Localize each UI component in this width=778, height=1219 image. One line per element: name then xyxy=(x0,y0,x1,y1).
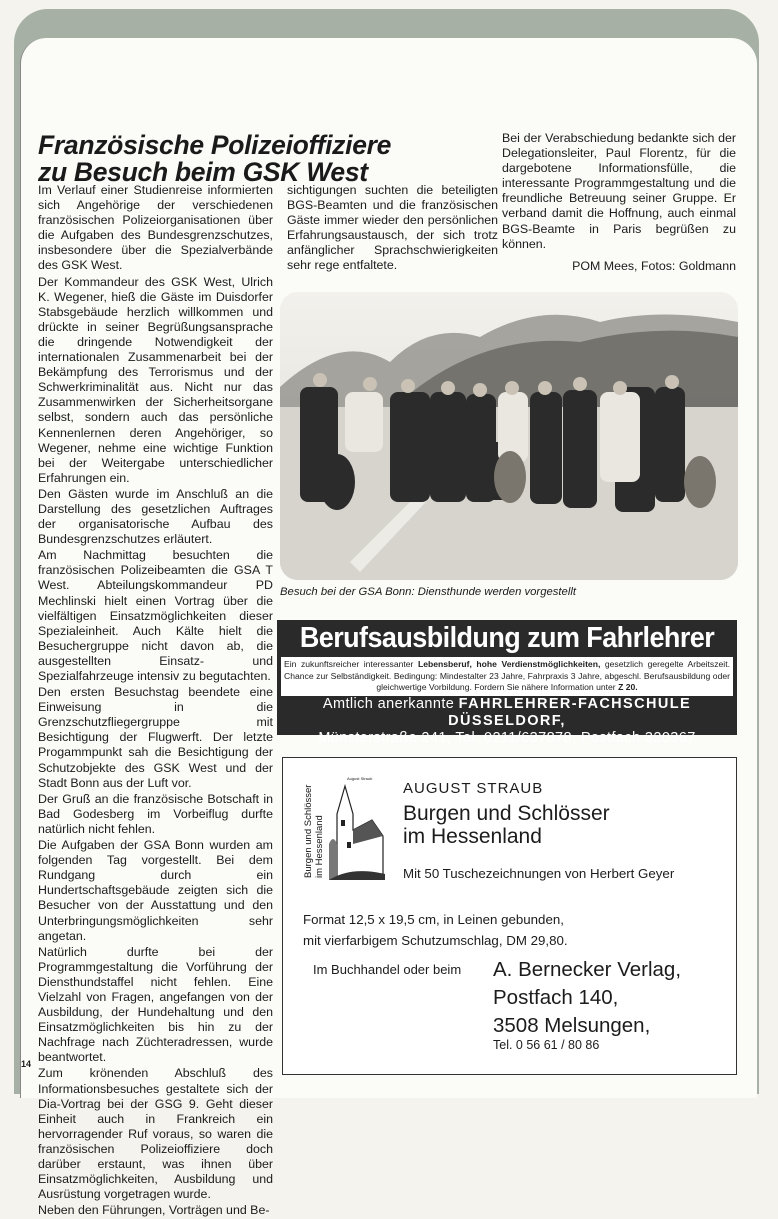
photo-caption: Besuch bei der GSA Bonn: Diensthunde werden vorgestellt xyxy=(280,586,576,598)
page-number: 14 xyxy=(21,1059,32,1069)
ad-code: Z 20. xyxy=(618,682,638,692)
ad-headline: Berufsausbildung zum Fahrlehrer xyxy=(299,622,715,654)
paragraph: Neben den Führungen, Vorträgen und Be- xyxy=(38,1203,270,1218)
paragraph: Den Gästen wurde im Anschluß an die Darstellung des gesetzlichen Auftrages der organisatorische Aufbau des Bundesgrenzschutzes erläutert. xyxy=(38,486,273,547)
ad-body-highlight: Lebensberuf, hohe Verdienstmöglichkeiten, xyxy=(417,659,601,669)
publisher-city: 3508 Melsungen, xyxy=(493,1014,651,1037)
ad-school-line xyxy=(277,696,737,730)
book-cover-image xyxy=(301,772,387,880)
author-credit: POM Mees, Fotos: Goldmann xyxy=(572,259,736,273)
article-column-1 xyxy=(38,183,273,1219)
book-format xyxy=(303,909,568,951)
paragraph: sichtigungen suchten die beteiligten BGS-Beamten und die französischen Gäste immer wieder den persönlichen Erfahrungsaustausch, der sich trotz anfänglicher Sprachschwierigkeiten sehr rege entfaltete. xyxy=(287,183,498,273)
paragraph: Bei der Verabschiedung bedankte sich der Delegationsleiter, Paul Florentz, für die dargebotene Informationsfülle, die interessante Programmgestaltung und die freundliche Betreuung seiner Gruppe. Er verband damit die Hoffnung, auch einmal BGS-Beamte in Paris begrüßen zu können. xyxy=(502,131,736,251)
paragraph: Im Verlauf einer Studienreise informierten sich Angehörige der verschiedenen französischen Polizeiorganisationen über die Aufgaben des Bundesgrenzschutzes, insbesondere über die Spezialverbände des GSK West. xyxy=(38,183,273,273)
book-title-line-1: Burgen und Schlösser xyxy=(403,802,610,825)
ad-school-name: FAHRLEHRER-FACHSCHULE DÜSSELDORF, xyxy=(448,695,692,729)
article-column-2 xyxy=(287,183,498,275)
ad-school-prefix: Amtlich anerkannte xyxy=(322,695,459,712)
cover-spine-text: Burgen und Schlösser im Hessenland xyxy=(303,774,329,878)
paragraph: Natürlich durfte bei der Programmgestaltung die Vorführung der Diensthundstaffel nicht fehlen. Eine Vielzahl von Fragen, angefangen von der Ausbildung, der Hundehaltung und den Einsatzmöglichkeiten bis hin zu der Nachfrage nach Züchteradressen, wurde beantwortet. xyxy=(38,944,273,1065)
book-title xyxy=(403,802,610,848)
paragraph: Die Aufgaben der GSA Bonn wurden am folgenden Tag vorgestellt. Bei dem Rundgang durch ein Hundertschaftsgebäude zeigten sich die Besucher von der Ausstattung und den Unterbringungsmöglichkeiten sehr angetan. xyxy=(38,838,273,943)
buy-text: Im Buchhandel oder beim xyxy=(313,962,462,977)
ad-body-text: Ein zukunftsreicher interessanter xyxy=(284,659,418,669)
book-advertisement xyxy=(282,757,737,1075)
article-column-3 xyxy=(502,131,736,253)
paragraph: Der Gruß an die französische Botschaft in Bad Godesberg im Vorbeiflug durfte natürlich nicht fehlen. xyxy=(38,791,273,836)
format-line-1: Format 12,5 x 19,5 cm, in Leinen gebunden, xyxy=(303,912,564,927)
ad-body xyxy=(281,657,733,696)
cover-author-text: August Straub xyxy=(347,776,373,781)
ad-address: Münsterstraße 241, Tel. 0211/637878, Postfach 320367 xyxy=(318,729,696,746)
book-title-line-2: im Hessenland xyxy=(403,825,542,848)
group-photo xyxy=(280,292,738,580)
publisher-postbox: Postfach 140, xyxy=(493,986,619,1009)
paragraph: Zum krönenden Abschluß des Informationsbesuches gestaltete sich der Dia-Vortrag bei der GSG 9. Geht dieser Einheit auch in Frankreich ein hervorragender Ruf voraus, so waren die französischen Polizeioffiziere doch darüber erstaunt, was ihnen über Einsatzmöglichkeiten, Ausbildung und Ausrüstung vorgetragen wurde. xyxy=(38,1066,273,1202)
book-subtitle: Mit 50 Tuschezeichnungen von Herbert Geyer xyxy=(403,866,675,881)
paragraph: Der Kommandeur des GSK West, Ulrich K. Wegener, hieß die Gäste im Duisdorfer Stabsgebäude herzlich willkommen und drückte in seiner Begrüßungsansprache die dringende Notwendigkeit der internationalen Zusammenarbeit bei der Bekämpfung des Terrorismus und der Schwerkriminalität aus. Nicht nur das Zusammenwirken der Sicherheitsorgane selbst, sondern auch das persönliche Kennenlernen deren Angehöriger, so Wegener, nehme eine wichtige Funktion bei der Weitergabe unterschiedlicher Erfahrungen ein. xyxy=(38,274,273,485)
format-line-2: mit vierfarbigem Schutzumschlag, DM 29,80. xyxy=(303,933,568,948)
publisher-name: A. Bernecker Verlag, xyxy=(493,958,682,981)
article-headline xyxy=(38,132,438,186)
paragraph: Am Nachmittag besuchten die französischen Polizeibeamten die GSA T West. Abteilungskommandeur PD Mechlinski hielt einen Vortrag über die vielfältigen Einsatzmöglichkeiten dieser Spezialeinheit. Auch Kälte hielt die Besuchergruppe nicht davon ab, die ausgestellten Einsatz- und Spezialfahrzeuge intensiv zu begutachten. xyxy=(38,548,273,683)
publisher-phone: Tel. 0 56 61 / 80 86 xyxy=(493,1038,600,1052)
headline-line-1: Französische Polizeioffiziere xyxy=(38,130,392,160)
fahrlehrer-advertisement xyxy=(277,620,737,746)
photo-illustration xyxy=(280,292,738,580)
paragraph: Den ersten Besuchstag beendete eine Einweisung in die Grenzschutzfliegergruppe mit Besichtigung der Flugwerft. Der letzte Progammpunkt sah die Besichtigung der Schutzobjekte des GSK West und der Stadt Bonn aus der Luft vor. xyxy=(38,685,273,790)
headline-line-2: zu Besuch beim GSK West xyxy=(38,157,368,187)
book-author: AUGUST STRAUB xyxy=(403,780,544,797)
ad-body-text: gesetzlich geregelte Arbeitszeit. Chance zur Selbständigkeit. Bedingung: Mindestalter 23 Jahre, Fahrpraxis 3 Jahre, abgeschl. Berufsausbildung oder gleichwertige Vorbildung. Fordern Sie nähere Information unter xyxy=(284,659,730,692)
publisher-address xyxy=(493,956,681,1040)
